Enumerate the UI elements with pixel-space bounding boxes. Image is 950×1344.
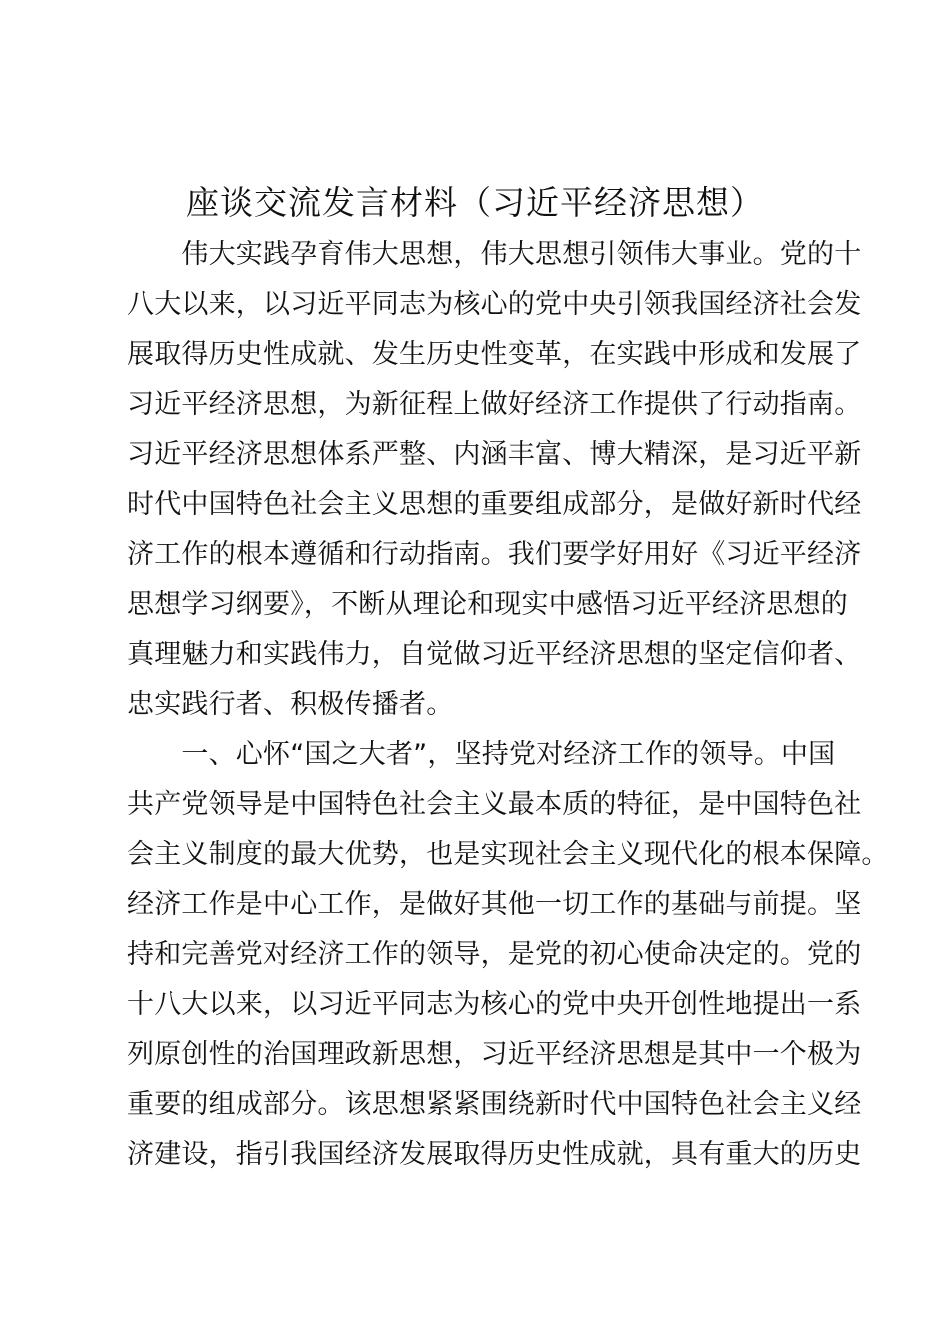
paragraph-line: 持和完善党对经济工作的领导，是党的初心使命决定的。党的 <box>127 939 862 970</box>
paragraph-line: 会主义制度的最大优势，也是实现社会主义现代化的根本保障。 <box>127 839 889 870</box>
paragraph-line: 八大以来，以习近平同志为核心的党中央引领我国经济社会发 <box>127 289 862 320</box>
paragraph-line: 时代中国特色社会主义思想的重要组成部分，是做好新时代经 <box>127 489 862 520</box>
paragraph-line: 重要的组成部分。该思想紧紧围绕新时代中国特色社会主义经 <box>127 1089 862 1120</box>
paragraph-line: 十八大以来，以习近平同志为核心的党中央开创性地提出一系 <box>127 989 862 1020</box>
paragraph-line: 展取得历史性成就、发生历史性变革，在实践中形成和发展了 <box>127 339 862 370</box>
paragraph-line: 思想学习纲要》，不断从理论和现实中感悟习近平经济思想的 <box>127 589 848 620</box>
paragraph-2 <box>127 730 889 1180</box>
paragraph-line: 忠实践行者、积极传播者。 <box>127 689 454 720</box>
document-title: 座谈交流发言材料（习近平经济思想） <box>186 183 764 222</box>
paragraph-line: 经济工作是中心工作，是做好其他一切工作的基础与前提。坚 <box>127 889 862 920</box>
paragraph-line: 一、心怀“国之大者”，坚持党对经济工作的领导。中国 <box>127 739 836 770</box>
paragraph-line: 济建设，指引我国经济发展取得历史性成就，具有重大的历史 <box>127 1139 862 1170</box>
paragraph-line: 伟大实践孕育伟大思想，伟大思想引领伟大事业。党的十 <box>127 239 862 270</box>
paragraph-line: 列原创性的治国理政新思想，习近平经济思想是其中一个极为 <box>127 1039 862 1070</box>
paragraph-line: 习近平经济思想体系严整、内涵丰富、博大精深，是习近平新 <box>127 439 862 470</box>
paragraph-line: 真理魅力和实践伟力，自觉做习近平经济思想的坚定信仰者、 <box>127 639 862 670</box>
paragraph-line: 济工作的根本遵循和行动指南。我们要学好用好《习近平经济 <box>127 539 862 570</box>
paragraph-line: 习近平经济思想，为新征程上做好经济工作提供了行动指南。 <box>127 389 862 420</box>
paragraph-line: 共产党领导是中国特色社会主义最本质的特征，是中国特色社 <box>127 789 862 820</box>
paragraph-1 <box>127 230 862 730</box>
